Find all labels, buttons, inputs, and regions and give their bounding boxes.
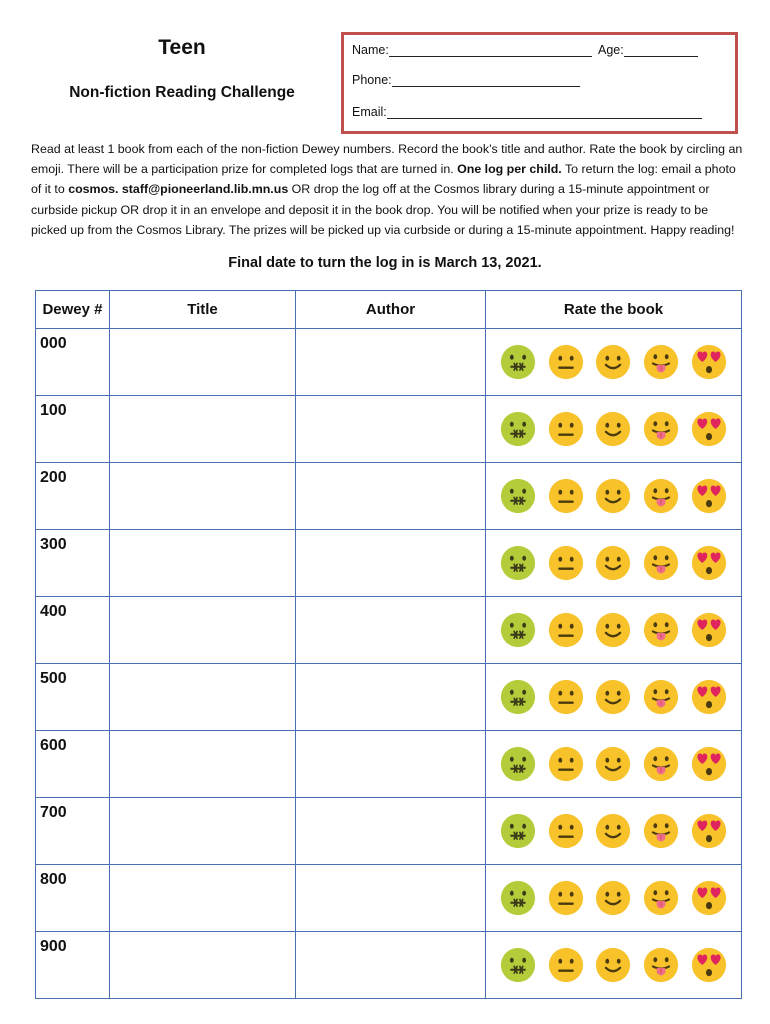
rating-options — [486, 664, 741, 730]
rating-options — [486, 597, 741, 663]
face-with-tongue-icon[interactable] — [642, 946, 680, 984]
rating-options — [486, 932, 741, 998]
neutral-face-icon[interactable] — [547, 745, 585, 783]
table-row — [36, 664, 742, 731]
neutral-face-icon[interactable] — [547, 343, 585, 381]
name-field[interactable] — [352, 43, 592, 57]
phone-label: Phone: — [352, 73, 392, 87]
title-cell[interactable] — [110, 329, 296, 396]
author-cell[interactable] — [296, 664, 486, 731]
face-with-tongue-icon[interactable] — [642, 879, 680, 917]
title-cell[interactable] — [110, 865, 296, 932]
dewey-number: 300 — [40, 536, 67, 553]
face-with-tongue-icon[interactable] — [642, 410, 680, 448]
instructions — [31, 139, 743, 240]
phone-line[interactable] — [392, 73, 580, 87]
rating-cell — [486, 329, 742, 396]
author-cell[interactable] — [296, 597, 486, 664]
zipped-mouth-face-icon[interactable] — [499, 745, 537, 783]
header-author: Author — [296, 291, 486, 329]
slightly-smiling-face-icon[interactable] — [594, 946, 632, 984]
return-email: cosmos. staff@pioneerland.lib.mn.us — [68, 182, 289, 197]
neutral-face-icon[interactable] — [547, 410, 585, 448]
neutral-face-icon[interactable] — [547, 946, 585, 984]
title-cell[interactable] — [110, 597, 296, 664]
rating-cell — [486, 932, 742, 999]
zipped-mouth-face-icon[interactable] — [499, 879, 537, 917]
age-field[interactable] — [598, 43, 698, 57]
dewey-cell — [36, 530, 110, 597]
slightly-smiling-face-icon[interactable] — [594, 611, 632, 649]
neutral-face-icon[interactable] — [547, 678, 585, 716]
zipped-mouth-face-icon[interactable] — [499, 812, 537, 850]
face-with-tongue-icon[interactable] — [642, 477, 680, 515]
face-with-tongue-icon[interactable] — [642, 678, 680, 716]
reading-log-table — [35, 290, 742, 999]
neutral-face-icon[interactable] — [547, 544, 585, 582]
phone-field[interactable] — [352, 73, 580, 87]
contact-info-box — [341, 32, 738, 134]
slightly-smiling-face-icon[interactable] — [594, 812, 632, 850]
rating-cell — [486, 865, 742, 932]
author-cell[interactable] — [296, 798, 486, 865]
slightly-smiling-face-icon[interactable] — [594, 678, 632, 716]
face-with-tongue-icon[interactable] — [642, 812, 680, 850]
name-line[interactable] — [389, 43, 592, 57]
rating-cell — [486, 530, 742, 597]
table-row — [36, 798, 742, 865]
rating-options — [486, 396, 741, 462]
neutral-face-icon[interactable] — [547, 611, 585, 649]
author-cell[interactable] — [296, 731, 486, 798]
rating-cell — [486, 597, 742, 664]
author-cell[interactable] — [296, 463, 486, 530]
heart-eyes-face-icon[interactable] — [690, 477, 728, 515]
heart-eyes-face-icon[interactable] — [690, 410, 728, 448]
heart-eyes-face-icon[interactable] — [690, 745, 728, 783]
heart-eyes-face-icon[interactable] — [690, 544, 728, 582]
page-subtitle: Non-fiction Reading Challenge — [69, 84, 295, 101]
dewey-number: 100 — [40, 402, 67, 419]
email-label: Email: — [352, 105, 387, 119]
header-title: Title — [110, 291, 296, 329]
dewey-cell — [36, 396, 110, 463]
email-line[interactable] — [387, 105, 702, 119]
zipped-mouth-face-icon[interactable] — [499, 946, 537, 984]
author-cell[interactable] — [296, 329, 486, 396]
rating-cell — [486, 664, 742, 731]
heart-eyes-face-icon[interactable] — [690, 343, 728, 381]
table-row — [36, 329, 742, 396]
title-cell[interactable] — [110, 932, 296, 999]
title-cell[interactable] — [110, 731, 296, 798]
dewey-cell — [36, 597, 110, 664]
name-label: Name: — [352, 43, 389, 57]
title-cell[interactable] — [110, 463, 296, 530]
heart-eyes-face-icon[interactable] — [690, 946, 728, 984]
dewey-number: 600 — [40, 737, 67, 754]
table-row — [36, 865, 742, 932]
table-body — [36, 329, 742, 999]
table-row — [36, 463, 742, 530]
dewey-cell — [36, 463, 110, 530]
slightly-smiling-face-icon[interactable] — [594, 745, 632, 783]
rating-options — [486, 731, 741, 797]
dewey-number: 500 — [40, 670, 67, 687]
slightly-smiling-face-icon[interactable] — [594, 879, 632, 917]
zipped-mouth-face-icon[interactable] — [499, 410, 537, 448]
heart-eyes-face-icon[interactable] — [690, 879, 728, 917]
instructions-part1: Read at least 1 book from each of the non-fiction Dewey numbers. Record the book’s title and author. Rate the book by circling an emoji. There will be a participation prize for completed logs that are turned in. — [31, 142, 743, 177]
header-rating: Rate the book — [486, 291, 742, 329]
dewey-cell — [36, 865, 110, 932]
rating-cell — [486, 731, 742, 798]
face-with-tongue-icon[interactable] — [642, 343, 680, 381]
heart-eyes-face-icon[interactable] — [690, 678, 728, 716]
zipped-mouth-face-icon[interactable] — [499, 611, 537, 649]
face-with-tongue-icon[interactable] — [642, 745, 680, 783]
neutral-face-icon[interactable] — [547, 477, 585, 515]
author-cell[interactable] — [296, 865, 486, 932]
slightly-smiling-face-icon[interactable] — [594, 477, 632, 515]
neutral-face-icon[interactable] — [547, 879, 585, 917]
age-line[interactable] — [624, 43, 698, 57]
dewey-cell — [36, 329, 110, 396]
header-dewey: Dewey # — [36, 291, 110, 329]
dewey-number: 700 — [40, 804, 67, 821]
instructions-part3: OR drop the log off at the Cosmos library during a 15-minute appointment or curbside pickup OR drop it in an envelope and deposit it in the book drop. You will be notified when your prize is ready to be picked up from the Cosmos Library. The prizes will be picked up via curbside or during a 15-minute appointment. Happy reading! — [31, 182, 735, 237]
dewey-number: 800 — [40, 871, 67, 888]
table-row — [36, 597, 742, 664]
table-row — [36, 932, 742, 999]
dewey-number: 200 — [40, 469, 67, 486]
title-cell[interactable] — [110, 664, 296, 731]
dewey-number: 000 — [40, 335, 67, 352]
table-header-row — [36, 291, 742, 329]
dewey-cell — [36, 664, 110, 731]
slightly-smiling-face-icon[interactable] — [594, 410, 632, 448]
deadline-notice: Final date to turn the log in is March 13, 2021. — [228, 255, 542, 271]
zipped-mouth-face-icon[interactable] — [499, 477, 537, 515]
author-cell[interactable] — [296, 396, 486, 463]
zipped-mouth-face-icon[interactable] — [499, 343, 537, 381]
email-field[interactable] — [352, 105, 702, 119]
author-cell[interactable] — [296, 530, 486, 597]
rating-options — [486, 530, 741, 596]
dewey-cell — [36, 798, 110, 865]
heart-eyes-face-icon[interactable] — [690, 611, 728, 649]
page-title: Teen — [158, 36, 206, 59]
rating-cell — [486, 396, 742, 463]
dewey-cell — [36, 932, 110, 999]
rating-options — [486, 865, 741, 931]
dewey-cell — [36, 731, 110, 798]
slightly-smiling-face-icon[interactable] — [594, 343, 632, 381]
title-cell[interactable] — [110, 798, 296, 865]
title-cell[interactable] — [110, 396, 296, 463]
age-label: Age: — [598, 43, 624, 57]
dewey-number: 900 — [40, 938, 67, 955]
face-with-tongue-icon[interactable] — [642, 611, 680, 649]
table-row — [36, 530, 742, 597]
rating-options — [486, 798, 741, 864]
zipped-mouth-face-icon[interactable] — [499, 678, 537, 716]
face-with-tongue-icon[interactable] — [642, 544, 680, 582]
table-row — [36, 396, 742, 463]
slightly-smiling-face-icon[interactable] — [594, 544, 632, 582]
rating-cell — [486, 798, 742, 865]
neutral-face-icon[interactable] — [547, 812, 585, 850]
instructions-bold: One log per child. — [457, 162, 562, 177]
rating-cell — [486, 463, 742, 530]
dewey-number: 400 — [40, 603, 67, 620]
zipped-mouth-face-icon[interactable] — [499, 544, 537, 582]
author-cell[interactable] — [296, 932, 486, 999]
title-cell[interactable] — [110, 530, 296, 597]
rating-options — [486, 329, 741, 395]
instructions-part2: To return the log: email a photo of it to — [31, 162, 736, 197]
heart-eyes-face-icon[interactable] — [690, 812, 728, 850]
table-row — [36, 731, 742, 798]
rating-options — [486, 463, 741, 529]
